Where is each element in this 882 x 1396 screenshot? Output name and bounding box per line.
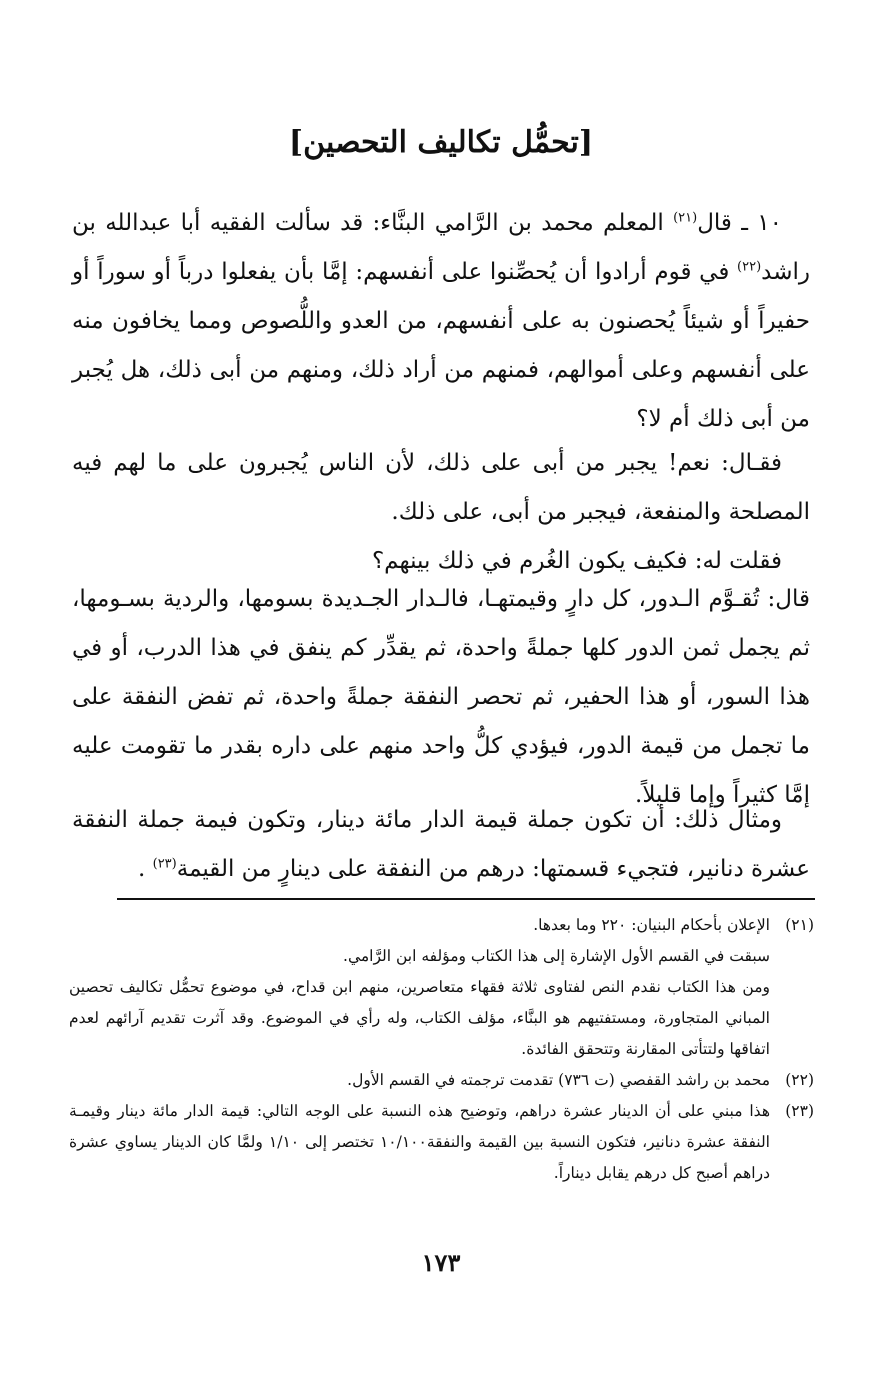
footnote-reference[interactable]: (٢٢) [737, 259, 762, 275]
paragraph-text: . [137, 856, 153, 882]
footnote-reference[interactable]: (٢٣) [152, 856, 177, 872]
footnote-text: سبقت في القسم الأول الإشارة إلى هذا الكتاب ومؤلفه ابن الرَّامي. [343, 947, 770, 965]
footnote-number: (٢٣) [785, 1102, 814, 1120]
paragraph-text: ١٠ ـ قال [697, 210, 782, 236]
paragraph-text: فقلت له: فكيف يكون الغُرم في ذلك بينهم؟ [371, 548, 782, 574]
footnote-21 [69, 910, 814, 941]
section-title: [تحمُّل تكاليف التحصين] [288, 125, 594, 160]
paragraph-text: فقـال: نعم! يجبر من أبى على ذلك، لأن الناس يُجبرون على ما لهم فيه المصلحة والمنفعة، فيجبر من أبى، على ذلك. [72, 450, 810, 525]
footnote-number: (٢٢) [785, 1071, 814, 1089]
paragraph-question [72, 199, 810, 444]
footnote-text: الإعلان بأحكام البنيان: ٢٢٠ وما بعدها. [533, 916, 770, 934]
paragraph-text: ومثال ذلك: أن تكون جملة قيمة الدار مائة دينار، وتكون فيمة جملة النفقة عشرة دنانير، فتجيء قسمتها: درهم من النفقة على دينارٍ من القيمة [72, 807, 810, 882]
paragraph-method [72, 575, 810, 820]
paragraph-example [72, 796, 810, 894]
paragraph-answer [72, 439, 810, 586]
footnotes-section [69, 910, 814, 1189]
footnote-text: محمد بن راشد القفصي (ت ٧٣٦) تقدمت ترجمته في القسم الأول. [347, 1071, 770, 1089]
footnote-text: هذا مبني على أن الدينار عشرة دراهم، وتوضيح هذه النسبة على الوجه التالي: قيمة الدار مائة دينار وقيمـة النفقة عشرة دنانير، فتكون النسبة بين القيمة والنفقة١٠/١٠٠ تختصر إلى ١/١٠ ولمَّا كان الدينار يساوي عشرة دراهم أصبح كل درهم يقابل ديناراً. [69, 1102, 770, 1182]
footnote-divider [117, 898, 815, 900]
paragraph-text: المعلم محمد بن الرَّامي البنَّاء: قد سألت الفقيه أبا عبدالله بن راشد [72, 210, 810, 285]
paragraph-text: قال: تُقـوَّم الـدور، كل دارٍ وقيمتهـا، فالـدار الجـديدة بسومها، والردية بسـومها، ثم يجمل ثمن الدور كلها جملةً واحدة، ثم يقدِّر كم ينفق في هذا الدرب، أو في هذا السور، أو هذا الحفير، ثم تحصر النفقة جملةً واحدة، ثم تفض النفقة على ما تجمل من قيمة الدور، فيؤدي كلُّ واحد منهم على داره بقدر ما تقومت عليه إمَّا كثيراً وإما قليلاً. [72, 586, 810, 808]
page-number: ١٧٣ [421, 1248, 461, 1277]
footnote-22 [69, 1065, 814, 1096]
footnote-reference[interactable]: (٢١) [673, 210, 698, 226]
footnote-23 [69, 1096, 814, 1189]
paragraph-text: في قوم أرادوا أن يُحصِّنوا على أنفسهم: إمَّا بأن يفعلوا درباً أو سوراً أو حفيراً أو شيئاً يُحصنون به على أنفسهم، من العدو واللُّصوص ومما يخافون منه على أنفسهم وعلى أموالهم، فمنهم من أراد ذلك، ومنهم من أبى ذلك، هل يُجبر من أبى ذلك أم لا؟ [72, 259, 810, 432]
footnote-number: (٢١) [785, 916, 814, 934]
footnote-text: ومن هذا الكتاب نقدم النص لفتاوى ثلاثة فقهاء متعاصرين، منهم ابن قداح، في موضوع تحمُّل تكاليف تحصين المباني المتجاورة، ومستفتيهم هو البنَّاء، مؤلف الكتاب، وله رأي في الموضوع. وقد آثرت تقديم آرائهم لعدم اتفاقها ولتتأتى المقارنة وتتحقق الفائدة. [69, 978, 770, 1058]
